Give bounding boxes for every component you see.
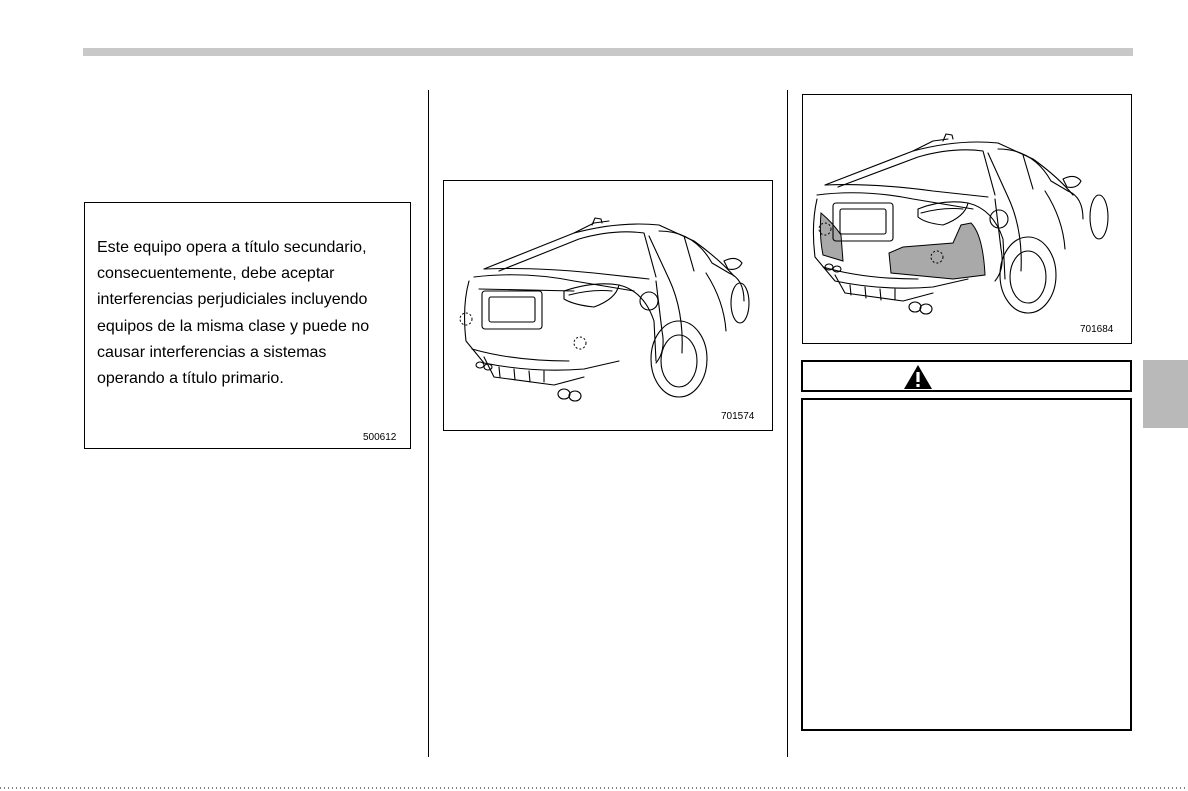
- column-divider-right: [787, 90, 788, 757]
- notice-label: [84, 202, 411, 449]
- warning-header: [801, 360, 1132, 392]
- column-divider-left: [428, 90, 429, 757]
- figure-sensor-areas-code: 701684: [1080, 324, 1114, 335]
- figure-sensor-locations-code: 701574: [721, 411, 755, 422]
- rear-car-illustration: [444, 181, 773, 431]
- notice-label-code: 500612: [363, 432, 397, 443]
- chapter-tab: [1143, 360, 1188, 428]
- bottom-crop-line: [0, 786, 1188, 791]
- figure-sensor-areas: [802, 94, 1132, 344]
- rear-car-shaded-illustration: [803, 95, 1132, 344]
- warning-triangle-icon: [903, 364, 933, 390]
- notice-label-text: Este equipo opera a título secundario, consecuentemente, debe aceptar interferencias perjudiciales incluyendo equipos de la misma clase y puede no causar interferencias a sistemas operando a título primario.: [97, 239, 370, 388]
- warning-body: [801, 398, 1132, 731]
- figure-sensor-locations: [443, 180, 773, 431]
- header-rule: [83, 48, 1133, 56]
